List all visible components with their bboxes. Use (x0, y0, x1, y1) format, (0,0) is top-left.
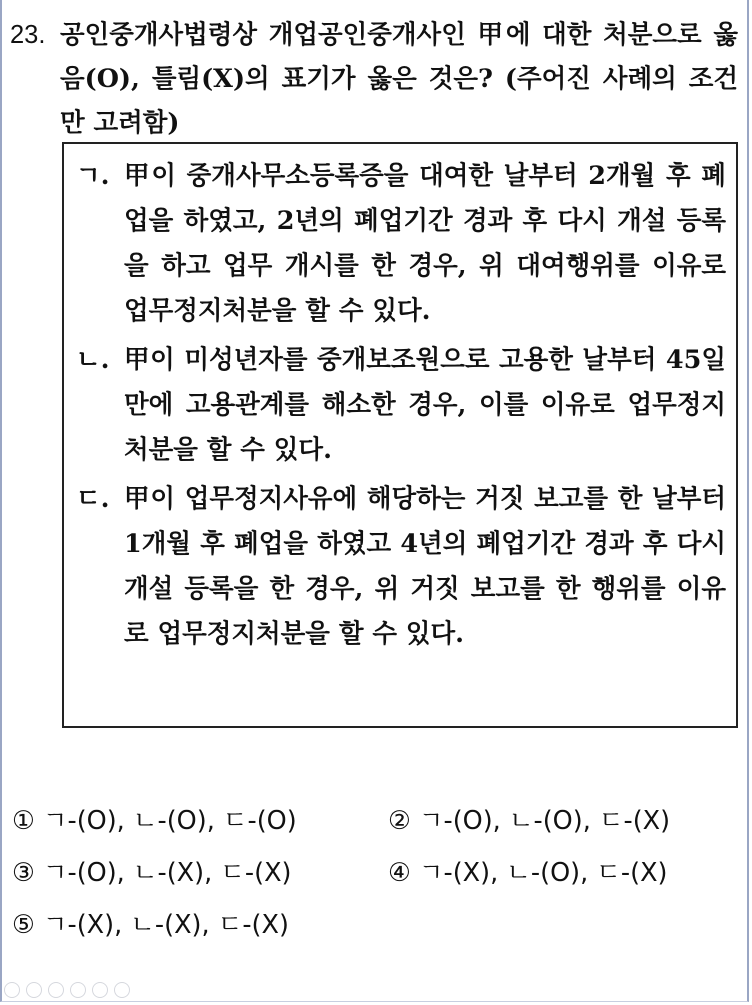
statement-box (62, 142, 738, 728)
choice-text: ㄱ-(O), ㄴ-(O), ㄷ-(X) (418, 806, 671, 836)
choice-number: ④ (388, 858, 411, 888)
answer-choice-3[interactable] (12, 847, 388, 899)
license-icon (48, 982, 64, 998)
question-number: 23. (10, 21, 46, 49)
answer-choice-4[interactable] (388, 847, 668, 899)
statement-label: ㄷ. (76, 484, 110, 514)
answer-choice-2[interactable] (388, 795, 670, 847)
statement-text: 甲이 중개사무소등록증을 대여한 날부터 2개월 후 폐업을 하였고, 2년의 폐업기간 경과 후 다시 개설 등록을 하고 업무 개시를 한 경우, 위 대여행위를 이유로 업무정지처분을 할 수 있다. (124, 161, 726, 326)
question-stem (10, 13, 738, 145)
license-icon (4, 982, 20, 998)
statement-item (76, 154, 726, 334)
license-icon (92, 982, 108, 998)
license-icon (114, 982, 130, 998)
choice-text: ㄱ-(O), ㄴ-(X), ㄷ-(X) (42, 858, 292, 888)
statement-label: ㄱ. (76, 161, 110, 191)
choice-number: ① (12, 806, 35, 836)
statement-text: 甲이 미성년자를 중개보조원으로 고용한 날부터 45일 만에 고용관계를 해소한 경우, 이를 이유로 업무정지처분을 할 수 있다. (124, 345, 726, 465)
license-icon (26, 982, 42, 998)
statement-item (76, 338, 726, 473)
statement-item (76, 477, 726, 657)
choice-text: ㄱ-(O), ㄴ-(O), ㄷ-(O) (42, 806, 297, 836)
footer-license-icons (4, 982, 130, 998)
answer-choice-1[interactable] (12, 795, 388, 847)
choice-number: ③ (12, 858, 35, 888)
license-icon (70, 982, 86, 998)
answer-choices (12, 795, 742, 951)
choice-text: ㄱ-(X), ㄴ-(X), ㄷ-(X) (42, 910, 289, 940)
statement-label: ㄴ. (76, 345, 110, 375)
choice-text: ㄱ-(X), ㄴ-(O), ㄷ-(X) (418, 858, 668, 888)
choice-number: ⑤ (12, 910, 35, 940)
answer-choice-5[interactable] (12, 899, 388, 951)
statement-text: 甲이 업무정지사유에 해당하는 거짓 보고를 한 날부터 1개월 후 폐업을 하였고 4년의 폐업기간 경과 후 다시 개설 등록을 한 경우, 위 거짓 보고를 한 행위를 이유로 업무정지처분을 할 수 있다. (124, 484, 726, 649)
choice-number: ② (388, 806, 411, 836)
question-text: 공인중개사법령상 개업공인중개사인 甲에 대한 처분으로 옳음(O), 틀림(X)의 표기가 옳은 것은? (주어진 사례의 조건만 고려함) (60, 20, 738, 138)
